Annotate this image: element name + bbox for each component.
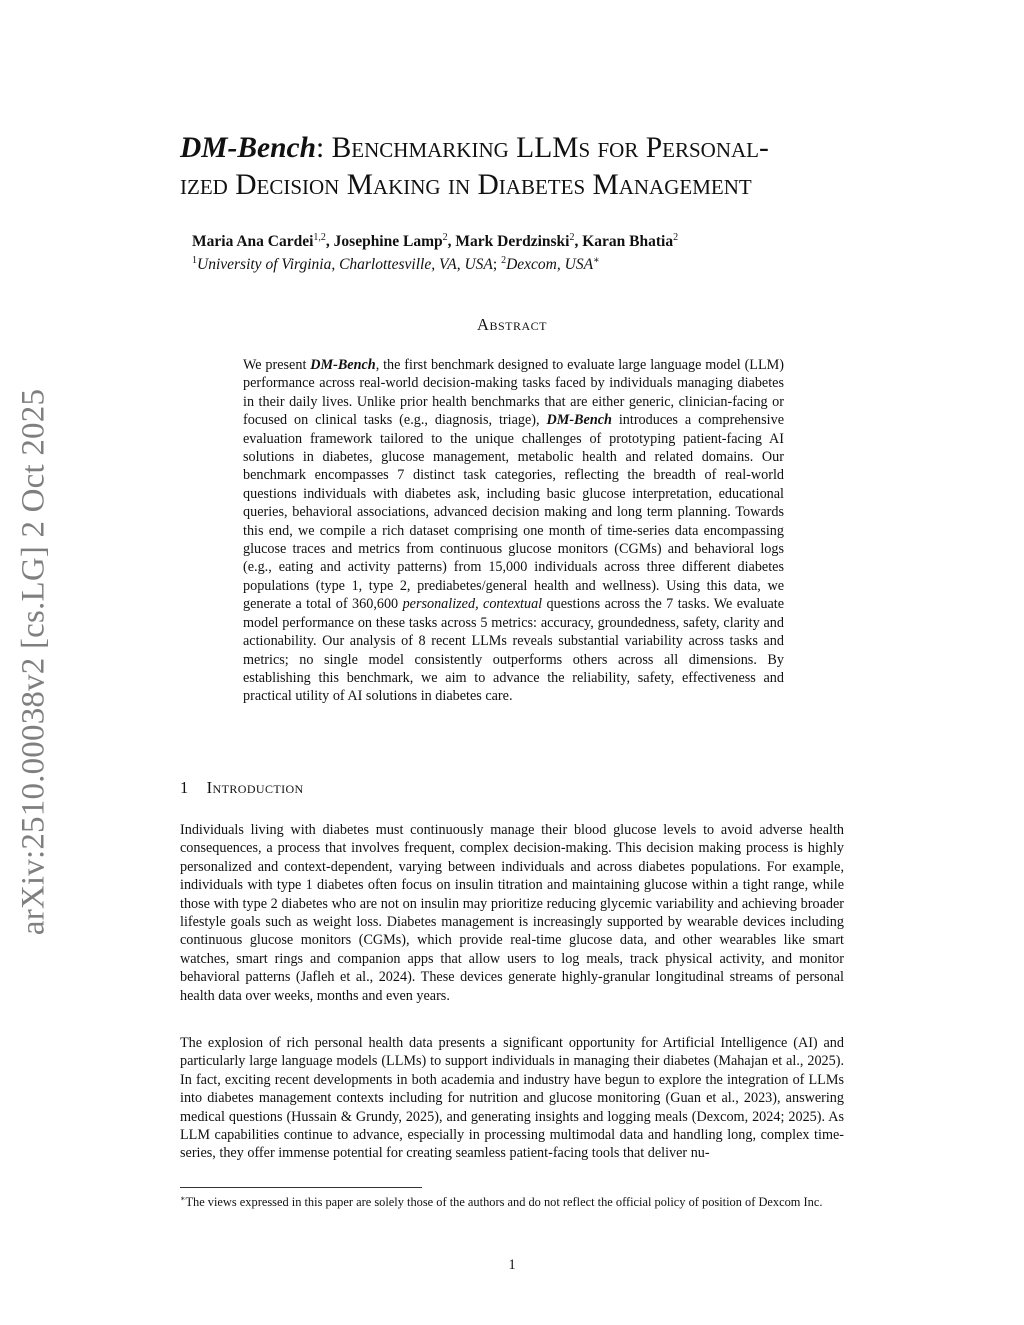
affiliations: $^1$University of Virginia, Charlottesville, VA, USA; $^2$Dexcom, USA∗ — [192, 255, 600, 274]
author-block — [192, 228, 832, 274]
abstract-part: questions across the 7 tasks. We evaluate model performance on these tasks across 5 metrics: accuracy, groundedness, safety, clarity and actionability. Our analysis of 8 recent LLMs reveals substantial variability across tasks and metrics; no single model consistently outperforms others across all dimensions. By establishing this benchmark, we aim to advance the reliability, safety, effectiveness and practical utility of AI solutions in diabetes care. — [243, 596, 784, 705]
author-4: Karan Bhatia — [582, 233, 674, 251]
author-4-affiliation-mark: 2 — [673, 232, 679, 243]
footnote-text: The views expressed in this paper are solely those of the authors and do not reflect the official policy of position of Dexcom Inc. — [185, 1195, 823, 1210]
affiliation-2-footnote-mark: ∗ — [593, 255, 600, 267]
section-heading-introduction — [180, 778, 304, 798]
footnote-mark: ∗ — [180, 1194, 186, 1203]
author-2: Josephine Lamp — [333, 233, 443, 251]
footnote-rule — [180, 1187, 422, 1188]
title-colon: : — [316, 132, 325, 164]
intro-paragraph-2: The explosion of rich personal health data presents a significant opportunity for Artificial Intelligence (AI) and particularly large language models (LLMs) to support individuals in managing their diabetes (Mahajan et al., 2025). In fact, exciting recent developments in both academia and industry have begun to explore the integration of LLMs into diabetes management contexts including for nutrition and glucose monitoring (Guan et al., 2023), answering medical questions (Hussain & Grundy, 2025), and generating insights and logging meals (Dexcom, 2024; 2025). As LLM capabilities continue to advance, especially in processing multimodal data and handling long, complex time-series, they offer immense potential for creating seamless patient-facing tools that deliver nu- — [180, 1035, 844, 1162]
affiliation-1-mark: 1 — [192, 255, 197, 267]
abstract-text — [243, 356, 784, 706]
author-2-affiliation-mark: 2 — [442, 232, 448, 243]
author-1-affiliation-mark: 1,2 — [313, 232, 326, 243]
title-line2: ized Decision Making in Diabetes Management — [180, 169, 752, 201]
author-1: Maria Ana Cardei — [192, 233, 314, 251]
affiliation-2-mark: 2 — [501, 255, 507, 267]
abstract-emphasis: personalized, contextual — [402, 596, 543, 613]
author-3: Mark Derdzinski — [455, 233, 570, 251]
affiliation-1: University of Virginia, Charlottesville, VA, USA — [197, 256, 493, 274]
abstract-part: , the first benchmark designed to evaluate large language model (LLM) performance across real-world decision-making tasks faced by individuals managing diabetes in their daily lives. Unlike prior health benchmarks that are either generic, clinician-facing or focused on clinical tasks (e.g., diagnosis, triage), — [243, 357, 784, 429]
author-names: Maria Ana Cardei$^{1,2}$, Josephine Lamp$^2$, Mark Derdzinski$^2$, Karan Bhatia$^2$ — [192, 232, 679, 251]
abstract-bench-name: DM-Bench — [546, 412, 612, 429]
arxiv-identifier: arXiv:2510.00038v2 [cs.LG] 2 Oct 2025 — [15, 388, 52, 936]
abstract-bench-name: DM-Bench — [310, 357, 376, 373]
section-number: 1 — [180, 778, 189, 797]
abstract-part: introduces a comprehensive evaluation framework tailored to the unique challenges of prototyping patient-facing AI solutions in diabetes, glucose management, metabolic health and related domains. Our benchmark encompasses 7 distinct task categories, reflecting the breadth of real-world questions individuals with diabetes ask, including basic glucose interpretation, educational queries, behavioral associations, advanced decision making and long term planning. Towards this end, we compile a rich dataset comprising one month of time-series data encompassing glucose traces and metrics from continuous glucose monitors (CGMs) and behavioral logs (e.g., eating and activity patterns) from 15,000 individuals across three different diabetes populations (type 1, type 2, prediabetes/general health and wellness). Using this data, we generate a total of 360,600 — [243, 412, 784, 613]
footnote — [180, 1191, 844, 1210]
intro-paragraph-1: Individuals living with diabetes must continuously manage their blood glucose levels to avoid adverse health consequences, a process that involves frequent, complex decision-making. This decision making process is highly personalized and context-dependent, varying between individuals and across diabetes populations. For example, individuals with type 1 diabetes often focus on insulin titration and maintaining glucose within a tight range, while those with type 2 diabetes who are not on insulin may prioritize reducing glycemic variability and achieving broader lifestyle goals such as weight loss. Diabetes management is increasingly supported by wearable devices including continuous glucose monitors (CGMs), which provide real-time glucose data, and other wearables like smart watches, smart rings and companion apps that allow users to log meals, track physical activity, and monitor behavioral patterns (Jafleh et al., 2024). These devices generate highly-granular longitudinal streams of personal health data over weeks, months and even years. — [180, 822, 844, 1004]
abstract-heading: Abstract — [477, 315, 547, 334]
title-bench-name: DM-Bench — [180, 132, 317, 164]
author-3-affiliation-mark: 2 — [569, 232, 575, 243]
arxiv-identifier-stamp — [6, 380, 62, 945]
section-title: Introduction — [206, 778, 304, 797]
page-number: 1 — [508, 1257, 516, 1273]
affiliation-2: Dexcom, USA — [506, 256, 594, 274]
abstract-part: We present — [243, 357, 311, 373]
title-line1: Benchmarking LLMs for Personal- — [331, 132, 769, 164]
paper-title — [180, 130, 860, 204]
